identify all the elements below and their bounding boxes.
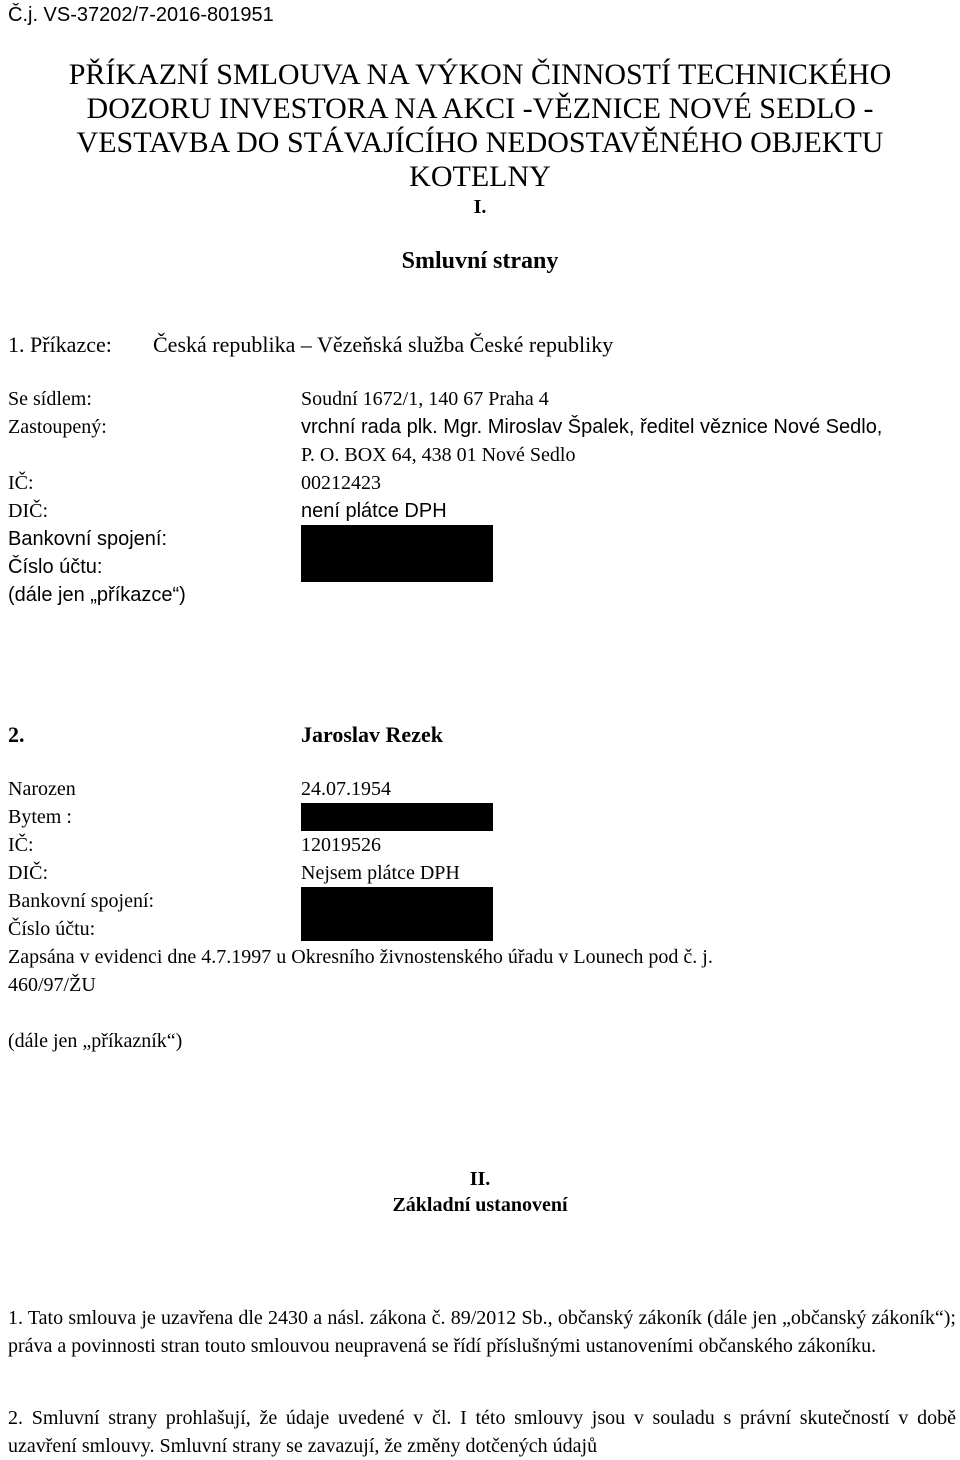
seat-label: Se sídlem: [8,388,92,410]
ic-value: 12019526 [301,834,381,856]
redacted-bank-account [301,887,493,941]
registration-number: 460/97/ŽU [8,974,96,996]
section-2-number: II. [469,1168,491,1190]
representative-label: Zastoupený: [8,416,107,438]
ic-label: IČ: [8,834,34,856]
registration-line: Zapsána v evidenci dne 4.7.1997 u Okresního živnostenského úřadu v Lounech pod č. j. [8,946,713,968]
ic-label: IČ: [8,472,34,494]
representative-value: vrchní rada plk. Mgr. Miroslav Špalek, ředitel věznice Nové Sedlo, [301,416,883,438]
clause-1: 1. Tato smlouva je uzavřena dle 2430 a násl. zákona č. 89/2012 Sb., občanský zákoník (dále jen „občanský zákoník“); práva a povinnosti stran touto smlouvou neupravená se řídí příslušnými ustanoveními občanského zákoníku. [8,1307,956,1357]
representative-address: P. O. BOX 64, 438 01 Nové Sedlo [301,444,576,466]
title-line: PŘÍKAZNÍ SMLOUVA NA VÝKON ČINNOSTÍ TECHNICKÉHO [68,58,892,91]
redacted-bank [301,525,493,555]
dic-value: není plátce DPH [301,500,447,522]
born-label: Narozen [8,778,76,800]
party-1-label: 1. Příkazce: [8,332,112,357]
title-line: VESTAVBA DO STÁVAJÍCÍHO NEDOSTAVĚNÉHO OBJEKTU [76,126,884,159]
redacted-account [301,554,493,582]
redacted-address [301,803,493,831]
seat-value: Soudní 1672/1, 140 67 Praha 4 [301,388,549,410]
section-1-heading: Smluvní strany [401,248,559,274]
account-label: Číslo účtu: [8,918,96,940]
account-label: Číslo účtu: [8,556,103,578]
born-value: 24.07.1954 [301,778,391,800]
dic-label: DIČ: [8,862,48,884]
dic-value: Nejsem plátce DPH [301,862,460,884]
section-2-heading: Základní ustanovení [392,1194,568,1216]
bank-label: Bankovní spojení: [8,890,155,912]
party-1-alias: (dále jen „příkazce“) [8,584,186,606]
section-1-number: I. [473,196,487,218]
bank-label: Bankovní spojení: [8,528,167,550]
title-line: DOZORU INVESTORA NA AKCI -VĚZNICE NOVÉ SEDLO - [86,92,874,125]
title-line: KOTELNY [409,160,551,193]
document-title [0,58,960,194]
clause-2: 2. Smluvní strany prohlašují, že údaje uvedené v čl. I této smlouvy jsou v souladu s právní skutečností v době uzavření smlouvy. Smluvní strany se zavazují, že změny dotčených údajů [8,1407,956,1457]
party-2-label: 2. [8,722,25,747]
document-reference: Č.j. VS-37202/7-2016-801951 [8,4,274,26]
party-2-name: Jaroslav Rezek [301,722,443,747]
address-label: Bytem : [8,806,72,828]
party-2-alias: (dále jen „příkazník“) [8,1030,183,1052]
party-1-name: Česká republika – Vězeňská služba České republiky [153,332,614,357]
ic-value: 00212423 [301,472,381,494]
dic-label: DIČ: [8,500,48,522]
